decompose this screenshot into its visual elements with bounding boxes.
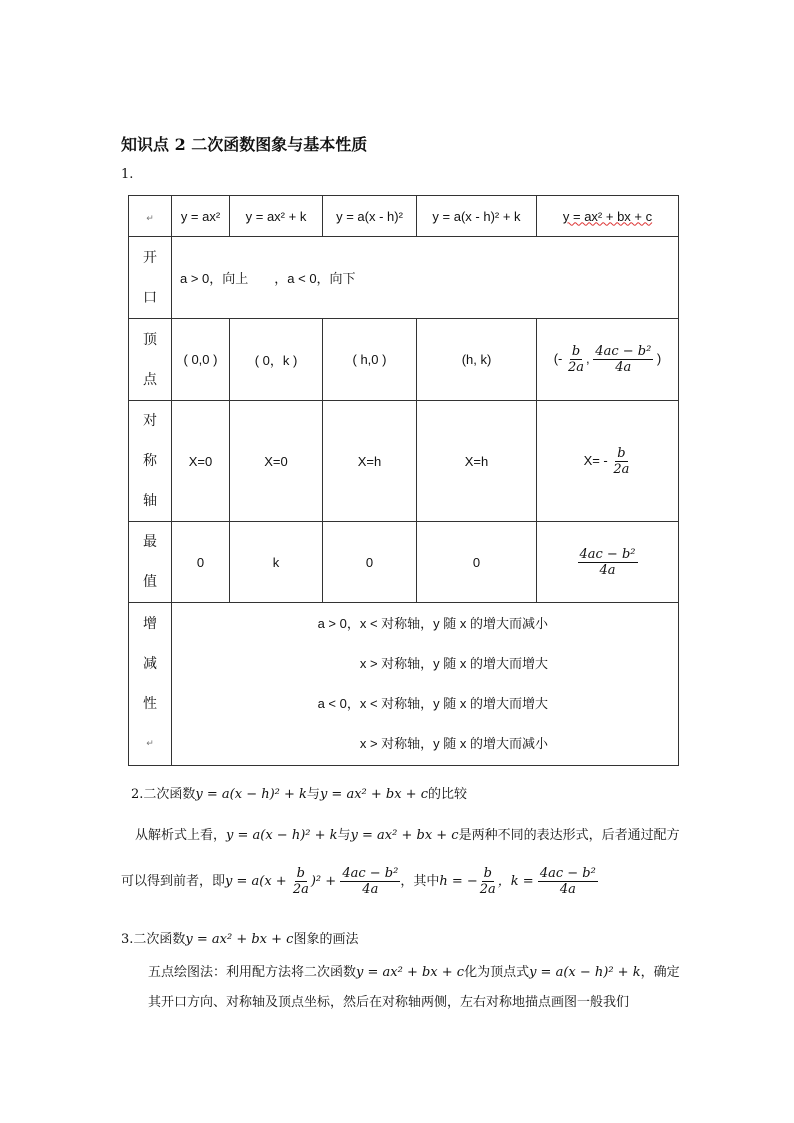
section2-paragraph: 从解析式上看，y = a(x − h)² + k与y = ax² + bx + c是两种不同的表达形式，后者通过配方 — [135, 828, 680, 843]
header-y-general: y = ax² + bx + c — [537, 196, 679, 237]
axis-cell-general: X= - $\frac{b}{2a}$ — [537, 401, 679, 522]
header-y-ax2-k: y = ax² + k — [230, 196, 323, 237]
fraction-b-2a: $\frac{b}{2a}$ — [292, 866, 309, 897]
row-label-axis: 对 称 轴 — [129, 401, 172, 522]
row-label-vertex: 顶 点 — [129, 319, 172, 401]
monotonic-text — [172, 603, 679, 766]
section3-paragraph-line2: 其开口方向、对称轴及顶点坐标，然后在对称轴两侧，左右对称地描点画图一般我们 — [148, 995, 630, 1010]
monotonic-line: x > 对称轴，y 随 x 的增大而增大 — [359, 656, 548, 671]
section2-heading: 2.二次函数y = a(x − h)² + k与y = ax² + bx + c的比较 — [131, 787, 467, 802]
monotonic-line: a < 0，x < 对称轴，y 随 x 的增大而增大 — [317, 696, 548, 711]
fraction-b-2a: $\frac{b}{2a}$ — [568, 344, 585, 375]
header-y-a-x-h2: y = a(x - h)² — [323, 196, 417, 237]
row-extreme — [129, 522, 679, 603]
header-y-ax2: y = ax² — [172, 196, 230, 237]
extreme-cell: 0 — [417, 522, 537, 603]
vertex-cell: (h, k) — [417, 319, 537, 401]
extreme-cell: 0 — [323, 522, 417, 603]
fraction-b-2a: $\frac{b}{2a}$ — [613, 445, 630, 477]
monotonic-line: x > 对称轴，y 随 x 的增大而减小 — [359, 736, 548, 751]
opening-text: a > 0，向上 ，a < 0，向下 — [172, 237, 679, 319]
row-vertex — [129, 319, 679, 401]
row-opening — [129, 237, 679, 319]
properties-table — [128, 195, 679, 766]
header-corner: ↵ — [129, 196, 172, 237]
axis-cell: X=h — [417, 401, 537, 522]
fraction-4ac-b2-4a: $\frac{\text{4ac − b²}}{4a}$ — [539, 866, 596, 897]
section3-heading: 3.二次函数y = ax² + bx + c图象的画法 — [121, 932, 359, 947]
extreme-cell: 0 — [172, 522, 230, 603]
vertex-cell-general: (- $\frac{b}{2a}$ , $\frac{\text{4ac − b²}}{4a}$ ) — [537, 319, 679, 401]
extreme-cell-general — [537, 522, 679, 603]
axis-cell: X=h — [323, 401, 417, 522]
fraction-b-2a: $\frac{b}{2a}$ — [479, 866, 496, 897]
section3-paragraph-line1: 五点绘图法：利用配方法将二次函数y = ax² + bx + c化为顶点式y = a(x − h)² + k，确定 — [148, 965, 680, 980]
row-axis — [129, 401, 679, 522]
fraction-4ac-b2-4a: $\frac{\text{4ac − b²}}{4a}$ — [342, 866, 399, 897]
item-number: 1. — [121, 167, 134, 182]
section2-derivation: 可以得到前者，即y = a(x + $\frac{b}{2a}$ )² + $\frac{\text{4ac − b²}}{4a}$ ，其中h = − $\frac{b}{2a}$ ，k = $\frac{\text{4ac − b²}}{4a}$ — [121, 866, 596, 897]
row-label-opening: 开 口 — [129, 237, 172, 319]
axis-cell: X=0 — [230, 401, 323, 522]
fraction-4ac-b2-4a: $\frac{\text{4ac − b²}}{4a}$ — [579, 546, 636, 578]
fraction-4ac-b2-4a: $\frac{\text{4ac − b²}}{4a}$ — [595, 344, 652, 375]
table-header-row — [129, 196, 679, 237]
header-y-a-x-h2-k: y = a(x - h)² + k — [417, 196, 537, 237]
axis-cell: X=0 — [172, 401, 230, 522]
extreme-cell: k — [230, 522, 323, 603]
vertex-cell: ( 0,0 ) — [172, 319, 230, 401]
row-label-extreme: 最 值 — [129, 522, 172, 603]
vertex-cell: ( 0，k ) — [230, 319, 323, 401]
vertex-cell: ( h,0 ) — [323, 319, 417, 401]
row-monotonic — [129, 603, 679, 766]
monotonic-line: a > 0，x < 对称轴，y 随 x 的增大而减小 — [317, 616, 548, 631]
section-title: 知识点 2 二次函数图象与基本性质 — [121, 135, 368, 154]
row-label-monotonic: 增 减 性 ↵ — [129, 603, 172, 766]
